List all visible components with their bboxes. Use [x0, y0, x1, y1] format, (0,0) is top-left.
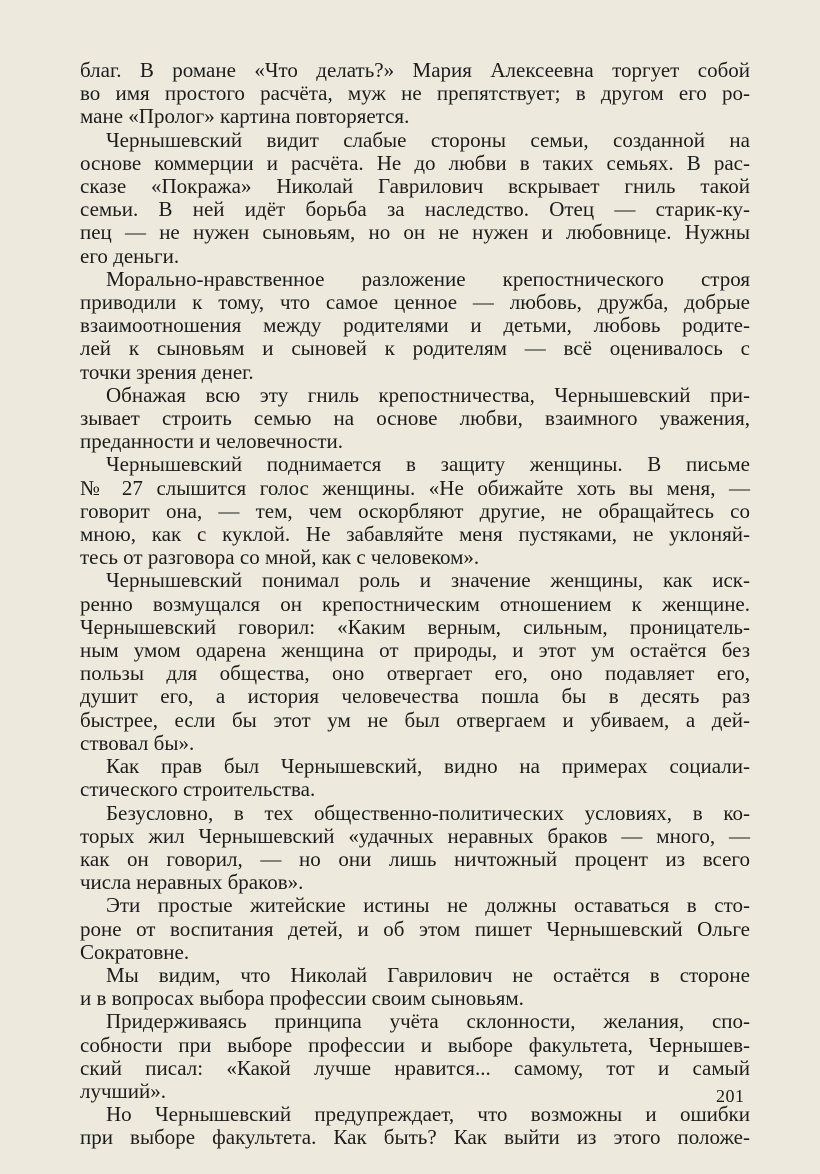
text-line: № 27 слышится голос женщины. «Не обижайте хоть вы меня, — — [80, 475, 750, 500]
text-line: во имя простого расчёта, муж не препятствует; в другом его ро- — [80, 81, 750, 106]
paragraph — [80, 894, 750, 964]
text-line: при выборе факультета. Как быть? Как выйти из этого положе- — [80, 1125, 750, 1150]
text-line: стического строительства. — [80, 777, 316, 802]
paragraph — [80, 268, 750, 384]
text-line: мане «Пролог» картина повторяется. — [80, 104, 410, 129]
paragraph — [80, 384, 750, 454]
page-body-text — [80, 59, 750, 1150]
text-line: ренно возмущался он крепостническим отношением к женщине. — [80, 591, 750, 616]
text-line: как он говорил, — но они лишь ничтожный процент из всего — [80, 846, 750, 871]
text-line: ным умом одарена женщина от природы, и этот ум остаётся без — [80, 638, 750, 663]
text-line: душит его, а история человечества пошла бы в десять раз — [80, 684, 750, 709]
text-line: взаимоотношения между родителями и детьми, любовь родите- — [80, 313, 750, 338]
text-line: Чернышевский видит слабые стороны семьи, созданной на — [106, 127, 750, 152]
text-line: сказе «Покража» Николай Гаврилович вскрывает гниль такой — [80, 174, 750, 199]
text-line: пец — не нужен сыновьям, но он не нужен и любовнице. Нужны — [80, 220, 750, 245]
text-line: торых жил Чернышевский «удачных неравных браков — много, — — [80, 823, 750, 848]
paragraph — [80, 453, 750, 569]
text-line: Безусловно, в тех общественно-политических условиях, в ко- — [106, 800, 750, 825]
text-line: лей к сыновьям и сыновей к родителям — всё оценивалось с — [80, 336, 750, 361]
text-line: Сократовне. — [80, 939, 190, 964]
paragraph — [80, 1010, 750, 1103]
text-line: ствовал бы». — [80, 730, 195, 755]
text-line: Чернышевский поднимается в защиту женщины. В письме — [106, 452, 750, 477]
text-line: Обнажая всю эту гниль крепостничества, Чернышевский при- — [106, 382, 750, 407]
text-line: Но Чернышевский предупреждает, что возможны и ошибки — [106, 1102, 750, 1127]
text-line: быстрее, если бы этот ум не был отвергаем и убиваем, а дей- — [80, 707, 750, 732]
text-line: благ. В романе «Что делать?» Мария Алексеевна торгует собой — [80, 58, 750, 82]
text-line: ский писал: «Какой лучше нравится... самому, тот и самый — [80, 1055, 750, 1080]
text-line: роне от воспитания детей, и об этом пишет Чернышевский Ольге — [80, 916, 750, 941]
paragraph — [80, 964, 750, 1010]
text-line: семьи. В ней идёт борьба за наследство. Отец — старик-ку- — [80, 197, 750, 222]
text-line: лучший». — [80, 1078, 166, 1103]
text-line: Морально-нравственное разложение крепостнического строя — [106, 266, 750, 291]
text-line: числа неравных браков». — [80, 870, 304, 895]
paragraph — [80, 802, 750, 895]
text-line: пользы для общества, оно отвергает его, оно подавляет его, — [80, 661, 750, 686]
paragraph — [80, 129, 750, 268]
text-line: Чернышевский говорил: «Каким верным, сильным, проницатель- — [80, 614, 750, 639]
text-line: Эти простые житейские истины не должны оставаться в сто- — [106, 893, 750, 918]
paragraph — [80, 1103, 750, 1149]
text-line: преданности и человечности. — [80, 429, 344, 454]
paragraph — [80, 755, 750, 801]
text-line: основе коммерции и расчёта. Не до любви в таких семьях. В рас- — [80, 150, 750, 175]
text-line: собности при выборе профессии и выборе факультета, Чернышев- — [80, 1032, 750, 1057]
text-line: приводили к тому, что самое ценное — любовь, дружба, добрые — [80, 290, 750, 315]
paragraph — [80, 59, 750, 129]
text-line: тесь от разговора со мной, как с человеком». — [80, 545, 480, 570]
text-line: говорит она, — тем, чем оскорбляют другие, не обращайтесь со — [80, 498, 750, 523]
text-line: и в вопросах выбора профессии своим сыновьям. — [80, 986, 524, 1011]
page-number: 201 — [716, 1086, 745, 1106]
paragraph — [80, 569, 750, 755]
text-line: Как прав был Чернышевский, видно на примерах социали- — [106, 754, 750, 779]
text-line: точки зрения денег. — [80, 359, 254, 384]
text-line: Придерживаясь принципа учёта склонности, желания, спо- — [106, 1009, 750, 1034]
text-line: Чернышевский понимал роль и значение женщины, как иск- — [106, 568, 750, 593]
text-line: его деньги. — [80, 243, 180, 268]
text-line: Мы видим, что Николай Гаврилович не остаётся в стороне — [106, 962, 750, 987]
text-line: мною, как с куклой. Не забавляйте меня пустяками, не уклоняй- — [80, 522, 750, 547]
text-line: зывает строить семью на основе любви, взаимного уважения, — [80, 406, 750, 431]
